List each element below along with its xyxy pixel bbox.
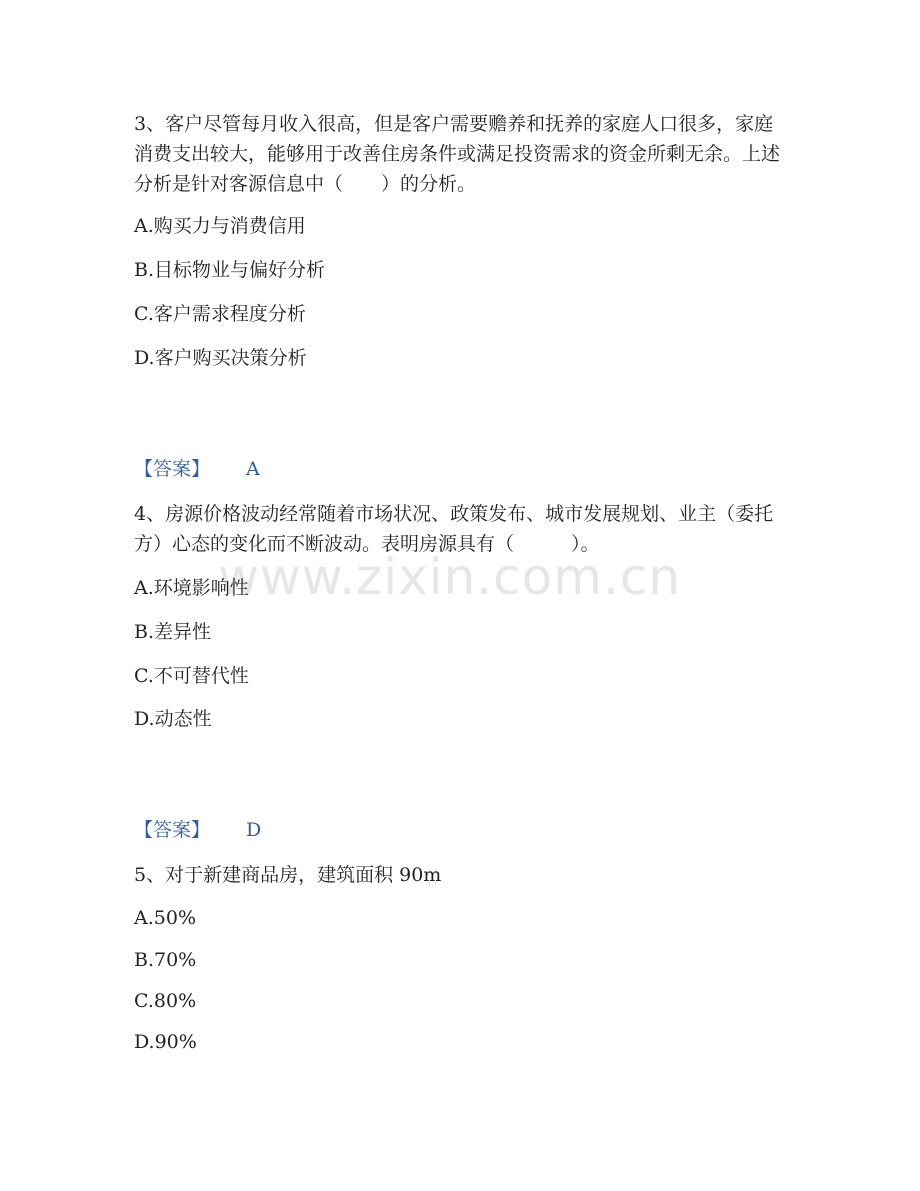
question-4-option-d: D.动态性	[134, 708, 212, 730]
question-3-option-b: B.目标物业与偏好分析	[134, 259, 326, 281]
question-4-stem: 4、房源价格波动经常随着市场状况、政策发布、城市发展规划、业主（委托方）心态的变化而不断波动。表明房源具有（ ）。	[134, 503, 774, 555]
question-3-option-c: C.客户需求程度分析	[134, 303, 306, 325]
question-4-option-a: A.环境影响性	[134, 577, 249, 599]
question-5-option-c: C.80%	[134, 990, 197, 1012]
answer-label: 【答案】	[134, 458, 211, 480]
question-3-option-a: A.购买力与消费信用	[134, 215, 306, 237]
question-4-option-c: C.不可替代性	[134, 665, 249, 687]
question-4-option-b: B.差异性	[134, 621, 212, 643]
question-4-answer	[134, 817, 261, 843]
question-3-option-d: D.客户购买决策分析	[134, 347, 307, 369]
question-5-option-a: A.50%	[134, 907, 196, 929]
answer-value: A	[246, 458, 260, 480]
question-3-stem: 3、客户尽管每月收入很高，但是客户需要赡养和抚养的家庭人口很多，家庭消费支出较大，能够用于改善住房条件或满足投资需求的资金所剩无余。上述分析是针对客源信息中（ ）的分析。	[134, 113, 781, 195]
question-5-option-b: B.70%	[134, 949, 197, 971]
question-5-stem: 5、对于新建商品房，建筑面积 90m	[134, 864, 442, 886]
answer-value: D	[246, 819, 262, 841]
watermark: www.zixin.com.cn	[218, 548, 682, 606]
answer-label: 【答案】	[134, 819, 211, 841]
question-5-option-d: D.90%	[134, 1031, 197, 1053]
question-3-answer	[134, 456, 260, 482]
